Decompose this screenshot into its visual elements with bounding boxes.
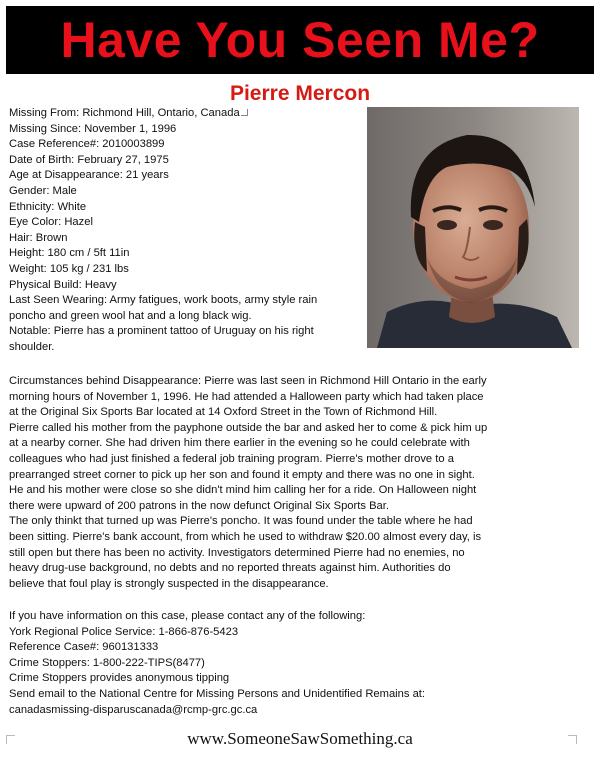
fact-weight: Weight: 105 kg / 231 lbs (9, 262, 129, 275)
circumstances-line: heavy drug-use background, no debts and no reported threats against him. Authorities do (9, 562, 451, 575)
portrait-image (367, 107, 579, 348)
fact-eye-color: Eye Color: Hazel (9, 216, 93, 229)
facts-list (9, 106, 371, 356)
contact-email-intro: Send email to the National Centre for Missing Persons and Unidentified Remains at: (9, 687, 426, 700)
fact-date-of-birth: Date of Birth: February 27, 1975 (9, 153, 169, 166)
fact-text: Missing From: Richmond Hill, Ontario, Canada (9, 107, 240, 119)
circumstances-line: been sitting. Pierre's bank account, from which he used to withdraw $20.00 almost every day, is (9, 530, 482, 543)
circumstances-line: morning hours of November 1, 1996. He had attended a Halloween party which had taken place (9, 390, 484, 403)
circumstances-line: colleagues who had just finished a federal job training program. Pierre's mother drove to a (9, 452, 454, 465)
contact-police-phone: York Regional Police Service: 1-866-876-5423 (9, 625, 239, 638)
contact-anonymous-note: Crime Stoppers provides anonymous tipping (9, 672, 230, 685)
circumstances-section (9, 374, 594, 592)
person-name: Pierre Mercon (229, 82, 371, 105)
contact-reference-case: Reference Case#: 960131333 (9, 641, 159, 654)
contact-email-link[interactable]: canadasmissing-disparuscanada@rcmp-grc.gc.ca (9, 703, 258, 716)
missing-person-photo (367, 107, 579, 348)
notable-line-1: Notable: Pierre has a prominent tattoo of Uruguay on his right (9, 325, 314, 338)
circumstances-line: He and his mother were close so she didn't mind him calling her for a ride. On Halloween night (9, 484, 477, 497)
contact-intro: If you have information on this case, please contact any of the following: (9, 610, 366, 622)
circumstances-line: believe that foul play is strongly suspected in the disappearance. (9, 577, 329, 590)
fact-age: Age at Disappearance: 21 years (9, 169, 169, 182)
text-cursor-mark (241, 109, 248, 116)
fact-case-reference: Case Reference#: 2010003899 (9, 138, 165, 151)
footer-url-link[interactable]: www.SomeoneSawSomething.ca (187, 729, 413, 748)
circumstances-line: Pierre called his mother from the payphone outside the bar and asked her to come & pick him up (9, 421, 488, 434)
circumstances-line: at a nearby corner. She had driven him there earlier in the evening so he could celebrate with (9, 437, 470, 450)
fact-build: Physical Build: Heavy (9, 278, 117, 291)
fact-gender: Gender: Male (9, 184, 77, 197)
circumstances-line: at the Original Six Sports Bar located at 14 Oxford Street in the Town of Richmond Hill. (9, 406, 438, 419)
contact-section (9, 609, 594, 718)
fact-ethnicity: Ethnicity: White (9, 200, 87, 213)
notable-line-2: shoulder. (9, 340, 55, 353)
last-seen-line-2: poncho and green wool hat and a long black wig. (9, 309, 252, 322)
circumstances-line: there were upward of 200 patrons in the now defunct Original Six Sports Bar. (9, 499, 389, 512)
circumstances-line: prearranged street corner to pick up her son and found it empty and there was no one in sight. (9, 468, 475, 481)
banner-title: Have You Seen Me? (60, 12, 540, 68)
last-seen-line-1: Last Seen Wearing: Army fatigues, work boots, army style rain (9, 294, 318, 307)
fact-height: Height: 180 cm / 5ft 11in (9, 247, 130, 260)
fact-hair: Hair: Brown (9, 231, 68, 244)
contact-crime-stoppers-phone: Crime Stoppers: 1-800-222-TIPS(8477) (9, 656, 205, 669)
fact-missing-from (9, 106, 371, 122)
title-banner (6, 6, 594, 74)
fact-missing-since: Missing Since: November 1, 1996 (9, 122, 177, 135)
circumstances-line: still open but there has been no activity. Investigators determined Pierre had no enemies, no (9, 546, 465, 559)
circumstances-line: The only thinkt that turned up was Pierre's poncho. It was found under the table where he had (9, 515, 473, 528)
circumstances-line: Circumstances behind Disappearance: Pierre was last seen in Richmond Hill Ontario in the early (9, 375, 487, 387)
